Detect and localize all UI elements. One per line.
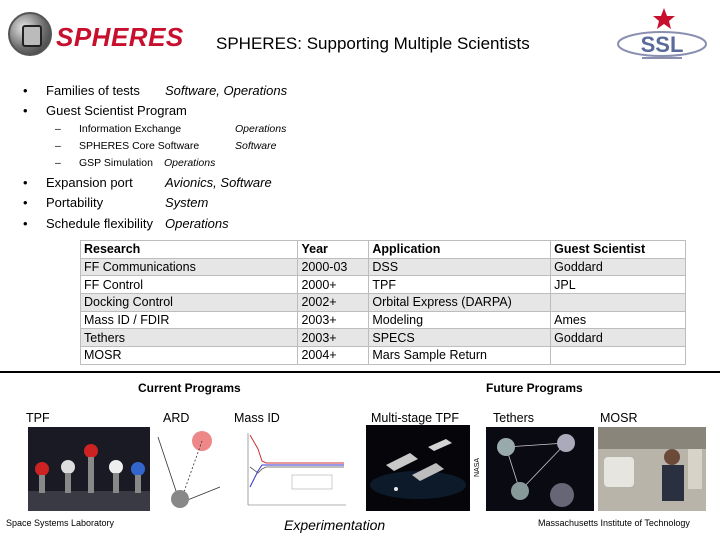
- sub-bullet-tag: Operations: [164, 157, 216, 169]
- table-row: [81, 329, 686, 347]
- table-cell: DSS: [369, 258, 551, 276]
- table-cell: TPF: [369, 276, 551, 294]
- table-row: [81, 347, 686, 365]
- mit-ssl-logo: [612, 6, 712, 68]
- sub-bullet-tag: Software: [235, 140, 277, 152]
- tpf-label: TPF: [26, 411, 50, 425]
- table-cell: [551, 294, 686, 312]
- future-programs-heading: Future Programs: [486, 381, 583, 395]
- column-header-year: Year: [298, 241, 369, 259]
- mosr-photo: [598, 427, 706, 511]
- table-header-row: [81, 241, 686, 259]
- bullet-marker: •: [23, 216, 28, 231]
- research-table: [80, 240, 686, 365]
- table-cell: JPL: [551, 276, 686, 294]
- spheres-logo: [8, 12, 52, 56]
- footer-right: Massachusetts Institute of Technology: [538, 518, 690, 528]
- mosr-label: MOSR: [600, 411, 638, 425]
- current-programs-heading: Current Programs: [138, 381, 241, 395]
- table-cell: [551, 347, 686, 365]
- page-title: SPHERES: Supporting Multiple Scientists: [216, 34, 530, 53]
- table-cell: MOSR: [81, 347, 298, 365]
- bullet-tag: Operations: [165, 216, 229, 231]
- star-icon: [653, 8, 675, 29]
- column-header-application: Application: [369, 241, 551, 259]
- multistage-tpf-render: [366, 425, 470, 511]
- column-header-research: Research: [81, 241, 298, 259]
- brand-name: SPHERES: [56, 22, 184, 52]
- table-cell: Goddard: [551, 329, 686, 347]
- table-row: [81, 294, 686, 312]
- bullet-marker: •: [23, 175, 28, 190]
- bullet-text: Schedule flexibility: [46, 216, 153, 231]
- bullet-text: Families of tests: [46, 83, 140, 98]
- footer-center: Experimentation: [284, 517, 386, 533]
- table-cell: Docking Control: [81, 294, 298, 312]
- sub-bullet-marker: –: [55, 140, 61, 152]
- nasa-credit: NASA: [474, 457, 481, 477]
- table-cell: Goddard: [551, 258, 686, 276]
- column-header-guest-scientist: Guest Scientist: [551, 241, 686, 259]
- bullet-text: Expansion port: [46, 175, 133, 190]
- footer-left: Space Systems Laboratory: [6, 518, 115, 528]
- tpf-test-photo: [28, 427, 150, 511]
- sub-bullet-text: SPHERES Core Software: [79, 140, 200, 152]
- table-cell: SPECS: [369, 329, 551, 347]
- table-cell: 2003+: [298, 311, 369, 329]
- tethers-label: Tethers: [493, 411, 534, 425]
- table-cell: 2000+: [298, 276, 369, 294]
- bullet-tag: Avionics, Software: [165, 175, 272, 190]
- sub-bullet-text: Information Exchange: [79, 123, 182, 135]
- sub-bullet-marker: –: [55, 157, 61, 169]
- bullet-marker: •: [23, 83, 28, 98]
- table-cell: Ames: [551, 311, 686, 329]
- bullet-tag: Software, Operations: [165, 83, 288, 98]
- tethers-render: [486, 427, 594, 511]
- table-row: [81, 311, 686, 329]
- sub-bullet-tag: Operations: [235, 123, 287, 135]
- bullet-marker: •: [23, 195, 28, 210]
- sub-bullet-text: GSP Simulation: [79, 157, 153, 169]
- table-cell: 2002+: [298, 294, 369, 312]
- bullet-families-of-tests: [46, 83, 140, 99]
- table-cell: 2003+: [298, 329, 369, 347]
- multistage-tpf-label: Multi-stage TPF: [371, 411, 459, 425]
- ssl-logo-text: SSL: [640, 32, 684, 57]
- table-cell: FF Communications: [81, 258, 298, 276]
- table-row: [81, 276, 686, 294]
- programs-panel: [0, 371, 720, 540]
- ard-label: ARD: [163, 411, 190, 425]
- sub-bullet-marker: –: [55, 123, 61, 135]
- table-cell: 2000-03: [298, 258, 369, 276]
- mass-id-plot: [240, 427, 350, 511]
- bullet-text: Portability: [46, 195, 104, 210]
- bullet-marker: •: [23, 103, 28, 118]
- bullet-guest-scientist-program: Guest Scientist Program: [46, 103, 187, 118]
- bullet-tag: System: [165, 195, 209, 210]
- table-cell: 2004+: [298, 347, 369, 365]
- ard-diagram: [150, 427, 228, 511]
- table-cell: Mars Sample Return: [369, 347, 551, 365]
- table-row: [81, 258, 686, 276]
- table-cell: Tethers: [81, 329, 298, 347]
- table-cell: Mass ID / FDIR: [81, 311, 298, 329]
- table-cell: Orbital Express (DARPA): [369, 294, 551, 312]
- table-cell: FF Control: [81, 276, 298, 294]
- mass-id-label: Mass ID: [234, 411, 280, 425]
- table-cell: Modeling: [369, 311, 551, 329]
